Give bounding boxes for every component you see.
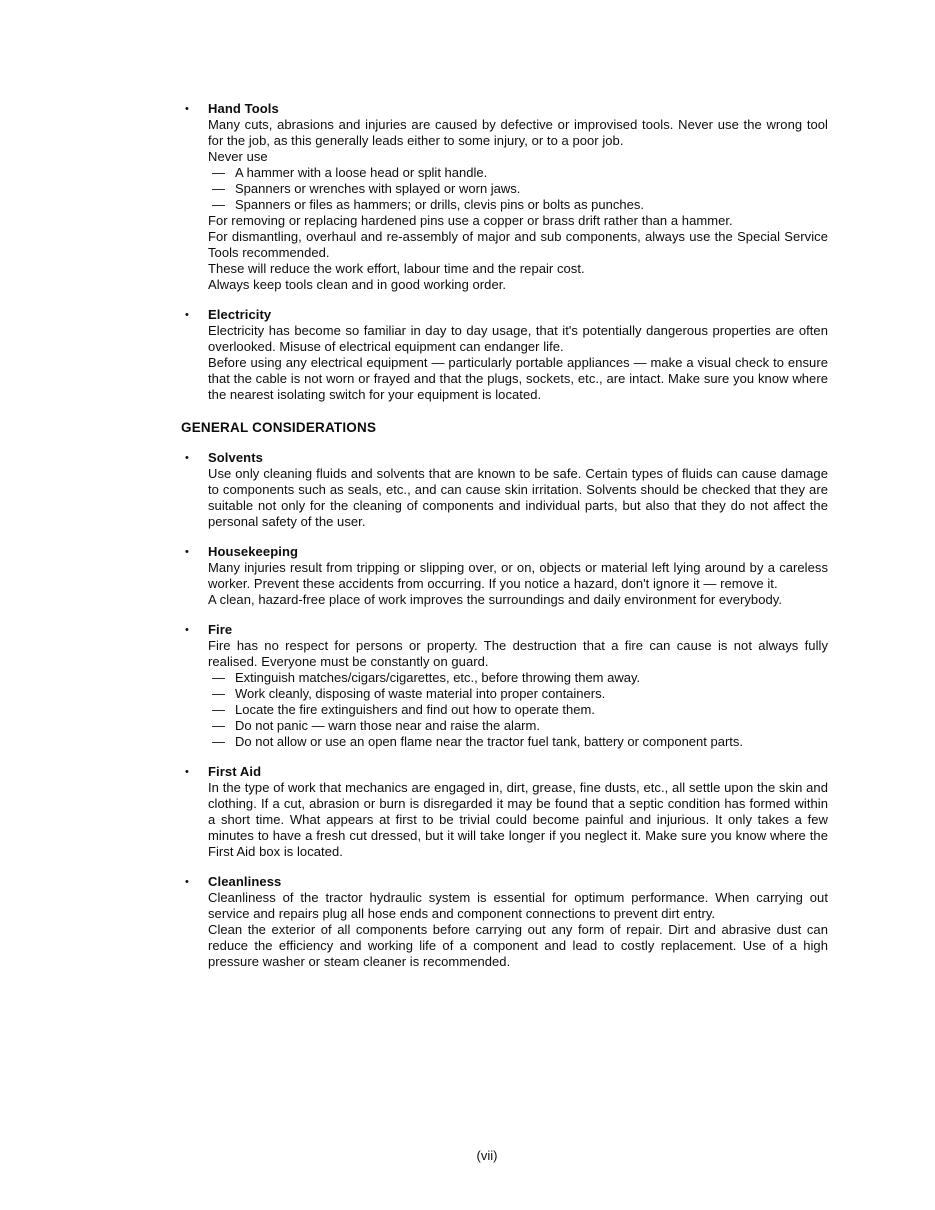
section-body <box>208 560 828 608</box>
section-electricity <box>181 307 829 403</box>
paragraph: Electricity has become so familiar in day to day usage, that it's potentially dangerous properties are often overlooked. Misuse of electrical equipment can endanger life. <box>208 323 828 354</box>
dash-list-item <box>208 718 828 734</box>
dash-list <box>208 670 828 750</box>
section-body <box>208 323 828 403</box>
dash-list-item <box>208 734 828 750</box>
dash-list-item <box>208 686 828 702</box>
dash-list-item <box>208 181 828 197</box>
section-header <box>181 544 829 560</box>
section-header <box>181 874 829 890</box>
dash-item-text: A hammer with a loose head or split handle. <box>235 165 488 180</box>
paragraph: For removing or replacing hardened pins use a copper or brass drift rather than a hammer. <box>208 213 733 228</box>
dash-item-text: Do not panic — warn those near and raise the alarm. <box>235 718 540 733</box>
section-title: Solvents <box>208 450 263 465</box>
section-title: Fire <box>208 622 233 637</box>
section-header <box>181 622 829 638</box>
dash-icon: — <box>212 670 225 685</box>
dash-icon: — <box>212 165 225 180</box>
section-body <box>208 117 828 293</box>
paragraph: Cleanliness of the tractor hydraulic system is essential for optimum performance. When carrying out service and repairs plug all hose ends and component connections to prevent dirt entry. <box>208 890 828 921</box>
section-title: First Aid <box>208 764 262 779</box>
dash-list-item <box>208 670 828 686</box>
bullet-icon: • <box>185 766 189 778</box>
section-header <box>181 764 829 780</box>
section-hand-tools <box>181 101 829 293</box>
section-header <box>181 101 829 117</box>
dash-item-text: Spanners or wrenches with splayed or worn jaws. <box>235 181 521 196</box>
dash-icon: — <box>212 734 225 749</box>
paragraph: For dismantling, overhaul and re-assembly of major and sub components, always use the Special Service Tools recommended. <box>208 229 828 260</box>
paragraph: Before using any electrical equipment — particularly portable appliances — make a visual check to ensure that the cable is not worn or frayed and that the plugs, sockets, etc., are intact. Make sure you know where the nearest isolating switch for your equipment is located. <box>208 355 828 402</box>
section-title: Housekeeping <box>208 544 299 559</box>
page-number: (vii) <box>476 1148 498 1163</box>
heading-general-considerations: GENERAL CONSIDERATIONS <box>181 420 377 435</box>
section-fire <box>181 622 829 750</box>
paragraph: Many injuries result from tripping or slipping over, or on, objects or material left lying around by a careless worker. Prevent these accidents from occurring. If you notice a hazard, don't ignore it — remove it. <box>208 560 828 591</box>
dash-icon: — <box>212 197 225 212</box>
section-first-aid <box>181 764 829 860</box>
paragraph: Never use <box>208 149 268 164</box>
paragraph: Fire has no respect for persons or property. The destruction that a fire can cause is not always fully realised. Everyone must be constantly on guard. <box>208 638 828 669</box>
section-body <box>208 890 828 970</box>
bullet-icon: • <box>185 876 189 888</box>
bullet-icon: • <box>185 546 189 558</box>
dash-item-text: Do not allow or use an open flame near the tractor fuel tank, battery or component parts. <box>235 734 744 749</box>
paragraph: Always keep tools clean and in good working order. <box>208 277 507 292</box>
bullet-icon: • <box>185 452 189 464</box>
dash-item-text: Extinguish matches/cigars/cigarettes, etc., before throwing them away. <box>235 670 641 685</box>
bullet-icon: • <box>185 309 189 321</box>
paragraph: Clean the exterior of all components before carrying out any form of repair. Dirt and abrasive dust can reduce the efficiency and working life of a component and lead to costly replacement. Use of a high pressure washer or steam cleaner is recommended. <box>208 922 828 969</box>
section-cleanliness <box>181 874 829 970</box>
section-title: Hand Tools <box>208 101 279 116</box>
section-header <box>181 450 829 466</box>
section-body <box>208 780 828 860</box>
section-body <box>208 638 828 750</box>
paragraph: In the type of work that mechanics are engaged in, dirt, grease, fine dusts, etc., all settle upon the skin and clothing. If a cut, abrasion or burn is disregarded it may be found that a septic condition has formed within a short time. What appears at first to be trivial could become painful and injurious. It only takes a few minutes to have a fresh cut dressed, but it will take longer if you neglect it. Make sure you know where the First Aid box is located. <box>208 780 828 859</box>
bullet-icon: • <box>185 624 189 636</box>
dash-list-item <box>208 197 828 213</box>
paragraph: These will reduce the work effort, labour time and the repair cost. <box>208 261 585 276</box>
bullet-icon: • <box>185 103 189 115</box>
dash-icon: — <box>212 718 225 733</box>
dash-icon: — <box>212 686 225 701</box>
dash-icon: — <box>212 702 225 717</box>
dash-icon: — <box>212 181 225 196</box>
paragraph: Use only cleaning fluids and solvents that are known to be safe. Certain types of fluids can cause damage to components such as seals, etc., and can cause skin irritation. Solvents should be checked that they are suitable not only for the cleaning of components and individual parts, but also that they do not affect the personal safety of the user. <box>208 466 828 529</box>
dash-item-text: Work cleanly, disposing of waste material into proper containers. <box>235 686 606 701</box>
dash-list <box>208 165 828 213</box>
paragraph: A clean, hazard-free place of work improves the surroundings and daily environment for everybody. <box>208 592 783 607</box>
dash-list-item <box>208 702 828 718</box>
dash-list-item <box>208 165 828 181</box>
section-solvents <box>181 450 829 530</box>
dash-item-text: Locate the fire extinguishers and find out how to operate them. <box>235 702 595 717</box>
sections-root <box>181 101 829 970</box>
section-header <box>181 307 829 323</box>
paragraph: Many cuts, abrasions and injuries are caused by defective or improvised tools. Never use the wrong tool for the job, as this generally leads either to some injury, or to a poor job. <box>208 117 828 148</box>
section-title: Electricity <box>208 307 272 322</box>
section-body <box>208 466 828 530</box>
dash-item-text: Spanners or files as hammers; or drills, clevis pins or bolts as punches. <box>235 197 644 212</box>
section-housekeeping <box>181 544 829 608</box>
section-title: Cleanliness <box>208 874 282 889</box>
